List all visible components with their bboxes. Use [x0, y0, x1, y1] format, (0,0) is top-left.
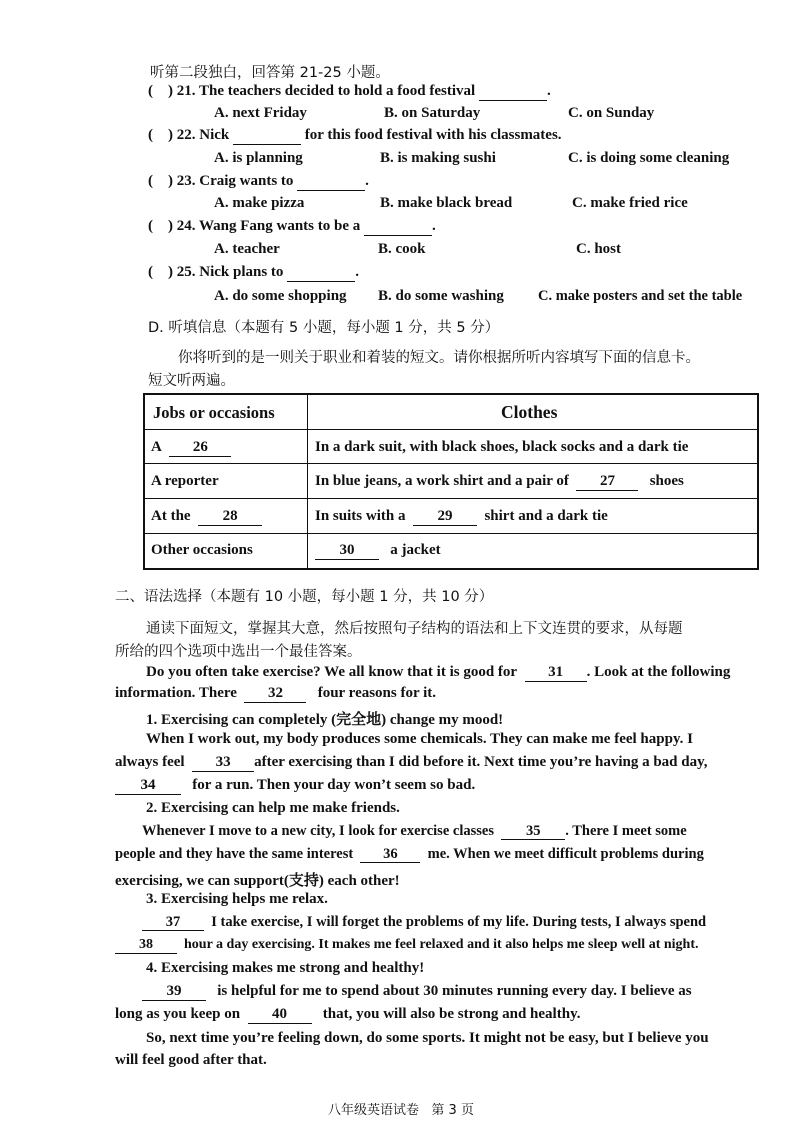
info-card-table — [143, 393, 759, 570]
passage-line-11: 39 is helpful for me to spend about 30 minutes running every day. I believe as — [142, 983, 692, 1001]
answer-blank-36[interactable]: 36 — [360, 847, 420, 863]
passage-line-13: So, next time you’re feeling down, do some sports. It might not be easy, but I believe you — [146, 1030, 709, 1046]
passage-line-12: long as you keep on 40 that, you will also be strong and healthy. — [115, 1006, 581, 1022]
passage-line-1: Do you often take exercise? We all know that it is good for 31 . Look at the following — [146, 664, 731, 680]
option-22-b[interactable]: B. is making sushi — [380, 150, 496, 166]
passage-line-2: information. There 32 four reasons for it. — [115, 685, 437, 701]
page-footer: 八年级英语试卷 第 3 页 — [328, 1103, 474, 1118]
passage-line-3: When I work out, my body produces some chemicals. They can make me feel happy. I — [146, 731, 693, 747]
option-22-c[interactable]: C. is doing some cleaning — [568, 150, 730, 166]
part-2-intro-1: 通读下面短文，掌握其大意，然后按照句子结构的语法和上下文连贯的要求，从每题 — [146, 621, 683, 637]
table-row-2-clothes: In blue jeans, a work shirt and a pair of 27 shoes — [315, 473, 684, 489]
answer-blank[interactable] — [297, 174, 365, 191]
table-row-3-job: At the 28 — [151, 508, 262, 526]
question-21: ( ) 21. The teachers decided to hold a food festival . — [148, 83, 551, 99]
answer-blank-35[interactable]: 35 — [501, 824, 565, 840]
passage-line-9: 37 I take exercise, I will forget the problems of my life. During tests, I always spend — [142, 914, 706, 931]
answer-blank-34[interactable]: 34 — [115, 778, 181, 795]
question-22: ( ) 22. Nick for this food festival with his classmates. — [148, 127, 562, 143]
option-24-c[interactable]: C. host — [576, 241, 622, 257]
table-header-clothes: Clothes — [501, 402, 558, 422]
section-c-intro: 听第二段独白，回答第 21-25 小题。 — [150, 65, 390, 81]
answer-blank-29[interactable]: 29 — [413, 509, 477, 526]
answer-blank[interactable] — [287, 265, 355, 282]
option-25-c[interactable]: C. make posters and set the table — [538, 288, 743, 304]
passage-heading-2: 2. Exercising can help me make friends. — [146, 800, 400, 816]
answer-blank-32[interactable]: 32 — [244, 686, 306, 703]
answer-paren[interactable]: ( — [148, 173, 168, 189]
table-row-4-job: Other occasions — [151, 542, 253, 558]
passage-line-14: will feel good after that. — [115, 1052, 267, 1068]
answer-blank-26[interactable]: 26 — [169, 440, 231, 457]
passage-heading-1: 1. Exercising can completely (完全地) change my mood! — [146, 712, 504, 728]
answer-blank[interactable] — [479, 84, 547, 101]
answer-paren[interactable]: ( — [148, 127, 168, 143]
table-header-jobs: Jobs or occasions — [153, 403, 275, 422]
section-d-intro-2: 短文听两遍。 — [148, 373, 235, 389]
table-row-3-clothes: In suits with a 29 shirt and a dark tie — [315, 508, 608, 524]
question-23: ( ) 23. Craig wants to . — [148, 173, 369, 189]
answer-blank-27[interactable]: 27 — [576, 474, 638, 491]
table-row-4-clothes: 30 a jacket — [315, 542, 441, 560]
passage-line-5: 34 for a run. Then your day won’t seem so bad. — [115, 777, 475, 795]
answer-paren[interactable]: ( — [148, 218, 168, 234]
option-25-b[interactable]: B. do some washing — [378, 288, 504, 304]
passage-line-10: 38 hour a day exercising. It makes me feel relaxed and it also helps me sleep well at night. — [115, 937, 698, 954]
passage-heading-4: 4. Exercising makes me strong and healthy! — [146, 960, 425, 976]
answer-blank-37[interactable]: 37 — [142, 915, 204, 931]
question-24: ( ) 24. Wang Fang wants to be a . — [148, 218, 436, 234]
question-25: ( ) 25. Nick plans to . — [148, 264, 359, 280]
answer-blank-33[interactable]: 33 — [192, 755, 254, 772]
option-24-b[interactable]: B. cook — [378, 241, 426, 257]
answer-blank-28[interactable]: 28 — [198, 509, 262, 526]
option-23-c[interactable]: C. make fried rice — [572, 195, 688, 211]
answer-blank-39[interactable]: 39 — [142, 984, 206, 1001]
answer-blank-40[interactable]: 40 — [248, 1007, 312, 1024]
option-21-a[interactable]: A. next Friday — [214, 105, 307, 121]
passage-line-8: exercising, we can support(支持) each other! — [115, 873, 400, 889]
answer-blank[interactable] — [364, 219, 432, 236]
answer-blank-38[interactable]: 38 — [115, 938, 177, 954]
option-25-a[interactable]: A. do some shopping — [214, 288, 347, 304]
passage-line-4: always feel 33 after exercising than I did before it. Next time you’re having a bad day, — [115, 754, 708, 770]
table-row-1-job: A 26 — [151, 439, 231, 457]
answer-paren[interactable]: ( — [148, 264, 168, 280]
part-2-heading: 二、语法选择（本题有 10 小题，每小题 1 分，共 10 分） — [115, 589, 494, 605]
part-2-intro-2: 所给的四个选项中选出一个最佳答案。 — [115, 644, 362, 660]
section-d-heading: D. 听填信息（本题有 5 小题，每小题 1 分，共 5 分） — [148, 320, 500, 336]
passage-line-6: Whenever I move to a new city, I look for exercise classes 35 . There I meet some — [142, 823, 687, 839]
option-23-a[interactable]: A. make pizza — [214, 195, 305, 211]
answer-paren[interactable]: ( — [148, 83, 168, 99]
option-22-a[interactable]: A. is planning — [214, 150, 303, 166]
answer-blank-30[interactable]: 30 — [315, 543, 379, 560]
answer-blank-31[interactable]: 31 — [525, 665, 587, 682]
table-row-1-clothes: In a dark suit, with black shoes, black socks and a dark tie — [315, 439, 689, 455]
option-23-b[interactable]: B. make black bread — [380, 195, 513, 211]
passage-line-7: people and they have the same interest 36 me. When we meet difficult problems during — [115, 846, 704, 862]
option-24-a[interactable]: A. teacher — [214, 241, 280, 257]
section-d-intro-1: 你将听到的是一则关于职业和着装的短文。请你根据所听内容填写下面的信息卡。 — [178, 350, 700, 366]
answer-blank[interactable] — [233, 128, 301, 145]
option-21-c[interactable]: C. on Sunday — [568, 105, 655, 121]
table-row-2-job: A reporter — [151, 473, 219, 489]
passage-heading-3: 3. Exercising helps me relax. — [146, 891, 328, 907]
option-21-b[interactable]: B. on Saturday — [384, 105, 481, 121]
